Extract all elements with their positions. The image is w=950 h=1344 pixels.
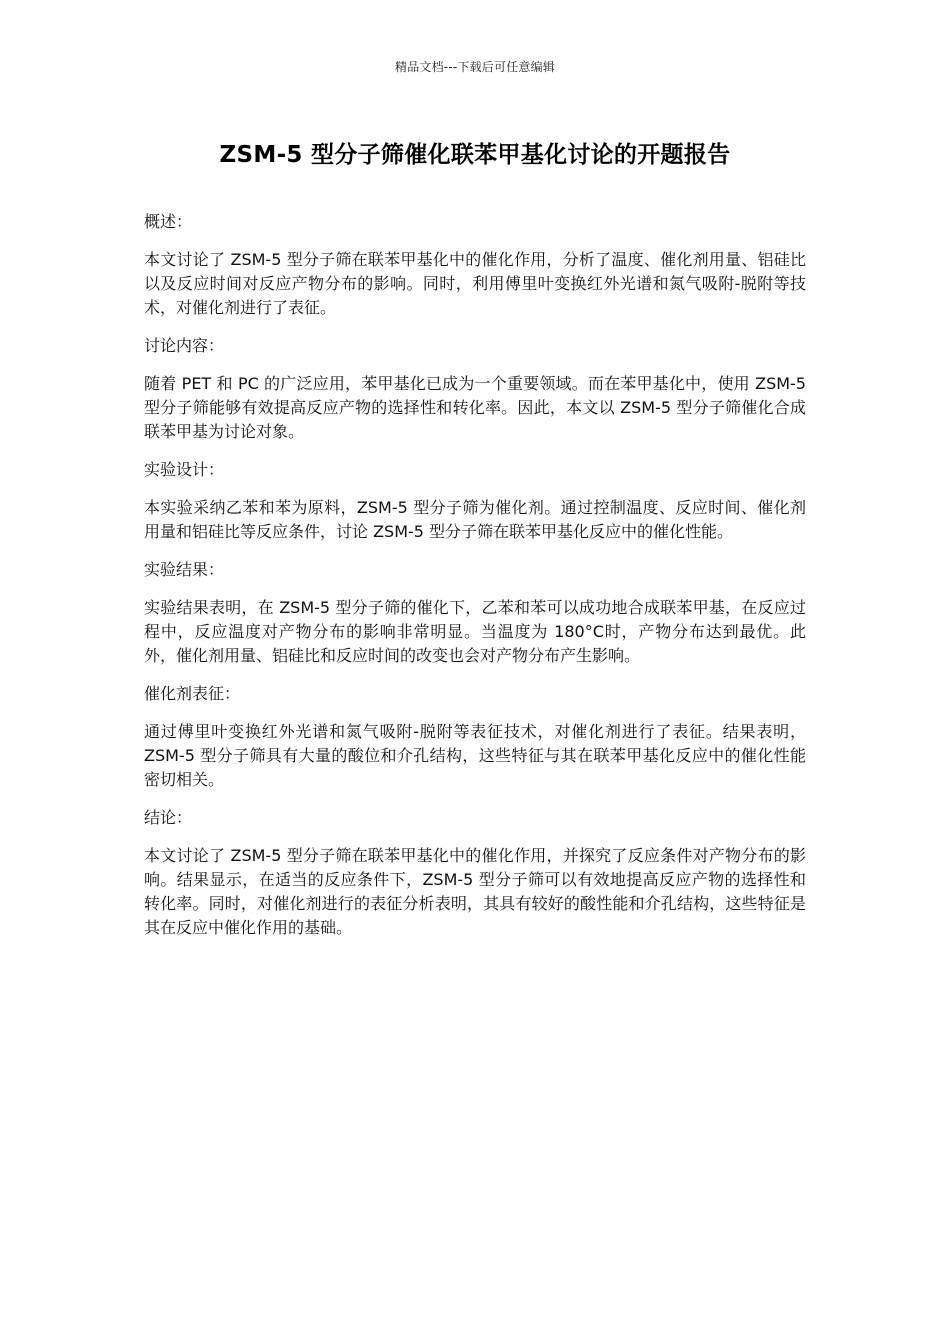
- section-label-overview: 概述：: [144, 212, 193, 231]
- section-label-content: 讨论内容：: [144, 336, 225, 355]
- section-text-design: 本实验采纳乙苯和苯为原料，ZSM-5 型分子筛为催化剂。通过控制温度、反应时间、催化剂用量和铝硅比等反应条件，讨论 ZSM-5 型分子筛在联苯甲基化反应中的催化性能。: [144, 498, 806, 541]
- section-text-conclusion: 本文讨论了 ZSM-5 型分子筛在联苯甲基化中的催化作用，并探究了反应条件对产物分布的影响。结果显示，在适当的反应条件下，ZSM-5 型分子筛可以有效地提高反应产物的选择性和转化率。同时，对催化剂进行的表征分析表明，其具有较好的酸性能和介孔结构，这些特征是其在反应中催化作用的基础。: [144, 846, 806, 937]
- section-text-results: 实验结果表明，在 ZSM-5 型分子筛的催化下，乙苯和苯可以成功地合成联苯甲基，在反应过程中，反应温度对产物分布的影响非常明显。当温度为 180°C时，产物分布达到最优。此外，催化剂用量、铝硅比和反应时间的改变也会对产物分布产生影响。: [144, 598, 806, 665]
- section-label-characterization: 催化剂表征：: [144, 684, 241, 703]
- section-text-overview: 本文讨论了 ZSM-5 型分子筛在联苯甲基化中的催化作用，分析了温度、催化剂用量、铝硅比以及反应时间对反应产物分布的影响。同时，利用傅里叶变换红外光谱和氮气吸附-脱附等技术，对催化剂进行了表征。: [144, 250, 806, 317]
- section-label-results: 实验结果：: [144, 560, 225, 579]
- section-label-conclusion: 结论：: [144, 808, 193, 827]
- section-label-design: 实验设计：: [144, 460, 225, 479]
- document-title: ZSM-5 型分子筛催化联苯甲基化讨论的开题报告: [219, 142, 731, 168]
- header-note: 精品文档---下载后可任意编辑: [395, 60, 555, 74]
- section-text-characterization: 通过傅里叶变换红外光谱和氮气吸附-脱附等表征技术，对催化剂进行了表征。结果表明，ZSM-5 型分子筛具有大量的酸位和介孔结构，这些特征与其在联苯甲基化反应中的催化性能密切相关。: [144, 722, 806, 789]
- section-text-content: 随着 PET 和 PC 的广泛应用，苯甲基化已成为一个重要领域。而在苯甲基化中，使用 ZSM-5 型分子筛能够有效提高反应产物的选择性和转化率。因此，本文以 ZSM-5 型分子筛催化合成联苯甲基为讨论对象。: [144, 374, 806, 441]
- document-body: [144, 210, 806, 954]
